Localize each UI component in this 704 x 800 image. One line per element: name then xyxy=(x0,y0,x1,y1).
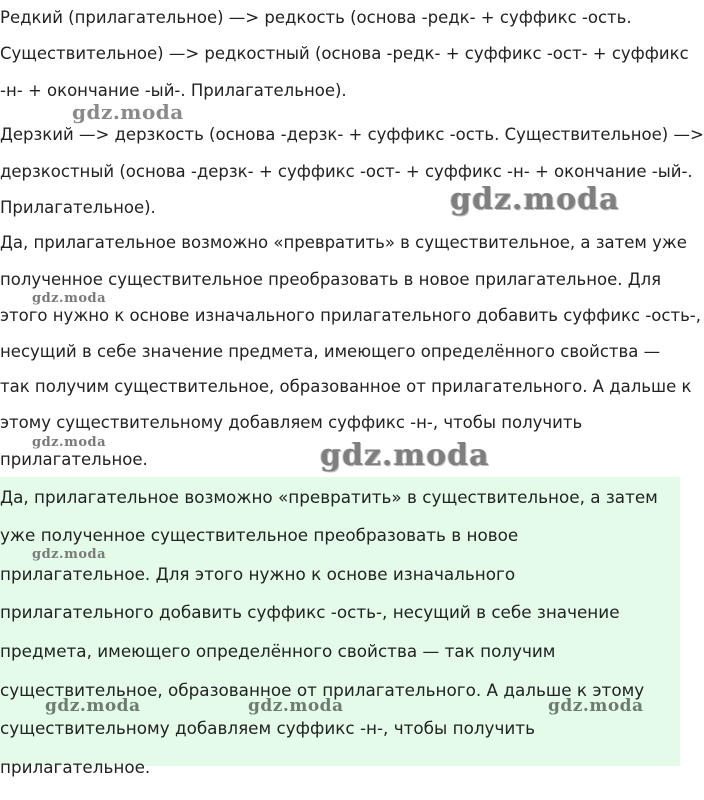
text-line: полученное существительное преобразовать в новое прилагательное. Для xyxy=(0,270,662,289)
answer-line: предмета, имеющего определённого свойства — так получим xyxy=(0,641,556,661)
text-line: этому существительному добавляем суффикс -н-, чтобы получить xyxy=(0,413,583,432)
text-line: Дерзкий —> дерзкость (основа -дерзк- + суффикс -ость. Существительное) —> xyxy=(0,125,704,144)
answer-line: существительному добавляем суффикс -н-, чтобы получить xyxy=(0,718,535,738)
text-line: дерзкостный (основа -дерзк- + суффикс -ост- + суффикс -н- + окончание -ый-. xyxy=(0,162,693,181)
text-line: так получим существительное, образованное от прилагательного. А дальше к xyxy=(0,377,692,396)
watermark: gdz.moda xyxy=(32,435,107,450)
text-line: несущий в себе значение предмета, имеющего определённого свойства — xyxy=(0,342,661,361)
answer-line-cut: прилагательное. xyxy=(0,757,151,777)
text-line: Редкий (прилагательное) —> редкость (основа -редк- + суффикс -ость. xyxy=(0,8,632,27)
text-line: Существительное) —> редкостный (основа -редк- + суффикс -ост- + суффикс xyxy=(0,44,689,63)
watermark: gdz.moda xyxy=(45,696,141,716)
text-line: прилагательное. xyxy=(0,450,148,469)
text-line: этого нужно к основе изначального прилагательного добавить суффикс -ость-, xyxy=(0,306,701,325)
watermark: gdz.moda xyxy=(72,100,184,124)
answer-line: существительное, образованное от прилагательного. А дальше к этому xyxy=(0,680,645,700)
watermark: gdz.moda xyxy=(32,547,107,562)
answer-line: прилагательное. Для этого нужно к основе изначального xyxy=(0,564,516,584)
text-line: Да, прилагательное возможно «превратить» в существительное, а затем уже xyxy=(0,233,687,252)
text-line: -н- + окончание -ый-. Прилагательное). xyxy=(0,81,347,100)
answer-box xyxy=(0,477,680,777)
watermark: gdz.moda xyxy=(320,438,490,473)
answer-line: Да, прилагательное возможно «превратить» в существительное, а затем xyxy=(0,487,658,507)
watermark: gdz.moda xyxy=(548,696,644,716)
watermark: gdz.moda xyxy=(450,182,620,217)
answer-line: уже полученное существительное преобразовать в новое xyxy=(0,525,519,545)
answer-line: прилагательного добавить суффикс -ость-, несущий в себе значение xyxy=(0,602,620,622)
watermark: gdz.moda xyxy=(248,696,344,716)
text-line: Прилагательное). xyxy=(0,198,156,217)
watermark: gdz.moda xyxy=(32,291,107,306)
